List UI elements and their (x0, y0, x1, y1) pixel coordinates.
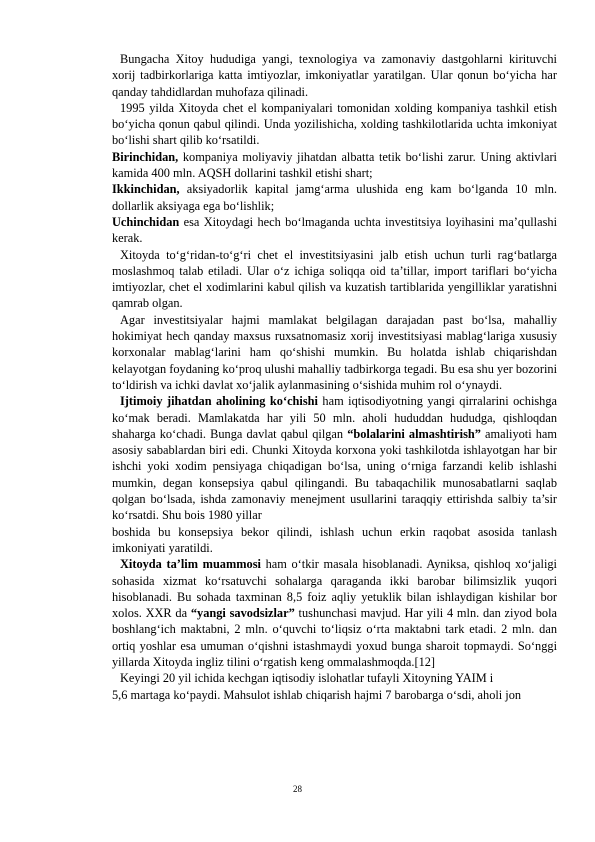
paragraph-local-authority (112, 312, 557, 393)
paragraph-third-condition (112, 214, 557, 247)
document-page (112, 51, 557, 703)
paragraph-text: 1995 yilda Xitoyda chet el kompaniyalari tomonidan xolding kompaniya tashkil etish bo‘yicha qonun qabul qilindi. Unda yozilishicha, xolding tashkilotlarida uchta imkoniyat bo‘lishi shart qilib ko‘rsatildi. (112, 100, 557, 148)
bold-lead: Uchinchidan (112, 214, 180, 229)
paragraph-reforms (112, 670, 557, 686)
paragraph-text-continued: tushunchasi mavjud. Har yili 4 mln. dan ziyod bola boshlang‘ich maktabni, 2 mln. o‘quvchi to‘liqsiz o‘rta maktabni tark etadi. 2 mln. dan ortiq yoshlar esa umuman o‘qishni istashmaydi yoxud bunga sharoit topmaydi. So‘nggi yillarda Xitoyda ingliz tilini o‘rgatish keng ommalashmoqda.[12] (112, 606, 558, 669)
paragraph-text: 5,6 martaga ko‘paydi. Mahsulot ishlab chiqarish hajmi 7 barobarga o‘sdi, aholi jon (112, 687, 522, 702)
bold-lead: Birinchidan, (112, 149, 179, 164)
paragraph-migration (112, 393, 557, 523)
page-number: 28 (293, 784, 302, 794)
paragraph-text: kompaniya moliyaviy jihatdan albatta tetik bo‘lishi zarur. Uning aktivlari kamida 400 mln. AQSH dollarini tashkil etishi shart; (112, 149, 557, 181)
paragraph-text: Keyingi 20 yil ichida kechgan iqtisodiy islohatlar tufayli Xitoyning YAIM i (120, 671, 494, 686)
paragraph-text: Xitoyda to‘g‘ridan-to‘g‘ri chet el investitsiyasini jalb etish uchun turli rag‘batlarga moslashmoq talab etiladi. Ular o‘z ichiga soliqqa oid ta’tillar, import tariflari bo‘yicha imtiyozlar, chet el xodimlarini kabul qilish va kuzatish tartiblarida yengilliklar yaratishni qamrab olgan. (112, 247, 557, 311)
bold-lead: Xitoyda ta’lim muammosi (120, 557, 261, 572)
paragraph-education (112, 556, 557, 670)
paragraph-text: esa Xitoydagi hech bo‘lmaganda uchta investitsiya loyihasini ma’qullashi kerak. (112, 214, 557, 246)
paragraph-incentives (112, 247, 557, 312)
paragraph-text: boshida bu konsepsiya bekor qilindi, ishlash uchun erkin raqobat asosida tanlash imkoniyati yaratildi. (112, 524, 557, 555)
paragraph-holding-law (112, 100, 557, 149)
paragraph-migration-continued (112, 524, 557, 557)
bold-lead: Ikkinchidan, (112, 182, 180, 197)
paragraph-second-condition (112, 181, 557, 214)
paragraph-text-continued: amaliyoti ham asosiy sabablardan biri edi. Chunki Xitoyda korxona yoki tashkilotda ishlayotgan har bir ishchi yoki xodim pensiyaga chiqadigan bo‘lsa, uning o‘rniga farzandi kelib ishlashi mumkin, degan konsepsiya qabul qilingandi. Bu tabaqachilik munosabatlarni saqlab qolgan bo‘lsada, ishda zamonaviy menejment usullarini taraqqiy ettirishda salbiy ta’sir ko‘rsatdi. Shu bois 1980 yillar (112, 426, 557, 523)
paragraph-text: ham iqtisodiyotning yangi qirralarini ochishga ko‘mak beradi. Mamlakatda har yili 50 mln. aholi hududdan hududga, qishloqdan shaharga ko‘chadi. Bunga davlat qabul qilgan (112, 394, 557, 441)
paragraph-reforms-continued (112, 687, 557, 703)
bold-term: “bolalarini almashtirish” (347, 426, 481, 441)
paragraph-text: Agar investitsiyalar hajmi mamlakat belgilagan darajadan past bo‘lsa, mahalliy hokimiyat hech qanday maxsus ruxsatnomasiz xorij investitsiyasi mablag‘lariga xususiy korxonalar mablag‘larini ham qo‘shishi mumkin. Bu holatda ishlab chiqarishdan kelayotgan foydaning ko‘proq ulushi mahalliy tadbirkorga tegadi. Bu esa shu yer bozorini to‘ldirish va ichki davlat xo‘jalik aylanmasining o‘sishida muhim rol o‘ynaydi. (112, 312, 557, 392)
paragraph-intro (112, 51, 557, 100)
paragraph-first-condition (112, 149, 557, 182)
bold-term: “yangi savodsizlar” (190, 606, 295, 621)
bold-lead: Ijtimoiy jihatdan aholining ko‘chishi (120, 394, 318, 409)
paragraph-text: aksiyadorlik kapital jamg‘arma ulushida eng kam bo‘lganda 10 mln. dollarlik aksiyaga ega bo‘lishlik; (112, 182, 557, 213)
paragraph-text: ham o‘tkir masala hisoblanadi. Ayniksa, qishloq xo‘jaligi sohasida xizmat ko‘rsatuvchi sohalarga qaraganda ikki barobar bilimsizlik yuqori hisoblanadi. Bu sohada taxminan 8,5 foiz aqliy yetuklik bilan ishlaydigan kishilar bor xolos. XXR da (112, 557, 557, 621)
paragraph-text: Bungacha Xitoy hududiga yangi, texnologiya va zamonaviy dastgohlarni kirituvchi xorij tadbirkorlariga katta imtiyozlar, imkoniyatlar yaratilgan. Ular qonun bo‘yicha har qanday tahdidlardan muhofaza qilinadi. (112, 52, 557, 99)
